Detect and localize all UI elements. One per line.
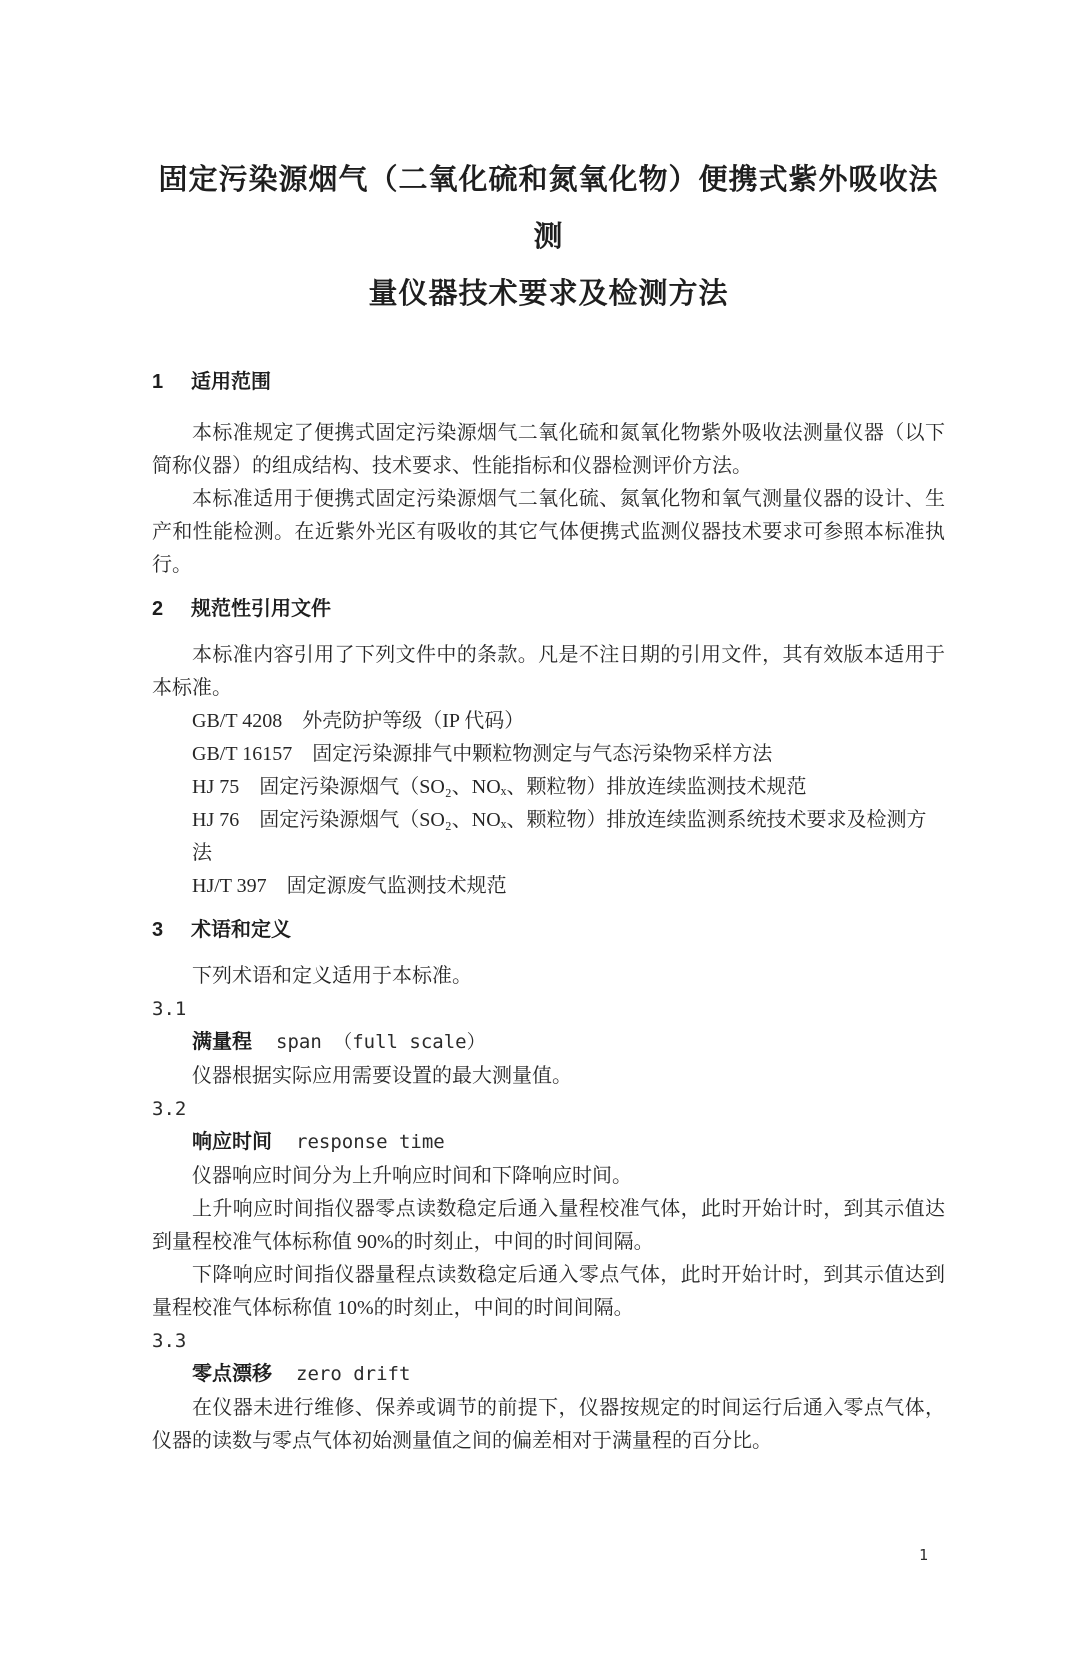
reference-title: 固定污染源排气中颗粒物测定与气态污染物采样方法 bbox=[312, 743, 773, 765]
term-number: 3.2 bbox=[152, 1098, 187, 1120]
section-heading-label: 规范性引用文件 bbox=[191, 598, 331, 620]
term-number: 3.3 bbox=[152, 1330, 187, 1352]
term-name-en: zero drift bbox=[296, 1363, 411, 1385]
term-block-response-time bbox=[152, 1093, 945, 1325]
reference-title: 固定污染源烟气（SO₂、NOₓ、颗粒物）排放连续监测技术规范 bbox=[259, 776, 807, 798]
section-number: 2 bbox=[152, 598, 164, 620]
reference-title: 固定源废气监测技术规范 bbox=[286, 875, 507, 897]
term-block-zero-drift bbox=[152, 1325, 945, 1458]
reference-title: 外壳防护等级（IP 代码） bbox=[302, 710, 525, 732]
term-name-en: response time bbox=[296, 1131, 445, 1153]
section-number: 3 bbox=[152, 919, 164, 941]
term-name-en: span （full scale） bbox=[276, 1031, 486, 1053]
paragraph: 本标准内容引用了下列文件中的条款。凡是不注日期的引用文件，其有效版本适用于本标准。 bbox=[152, 644, 945, 699]
term-block-full-scale bbox=[152, 993, 945, 1093]
document-title bbox=[152, 152, 945, 323]
reference-item bbox=[152, 870, 945, 903]
reference-title: 固定污染源烟气（SO₂、NOₓ、颗粒物）排放连续监测系统技术要求及检测方法 bbox=[192, 809, 927, 864]
term-definition: 仪器响应时间分为上升响应时间和下降响应时间。 bbox=[192, 1165, 632, 1187]
paragraph: 下列术语和定义适用于本标准。 bbox=[192, 965, 472, 987]
reference-item bbox=[152, 738, 945, 771]
term-name-cn: 满量程 bbox=[192, 1031, 252, 1053]
document-page bbox=[0, 152, 1080, 1679]
section-scope bbox=[152, 369, 945, 582]
term-name-cn: 零点漂移 bbox=[192, 1363, 272, 1385]
term-definition: 仪器根据实际应用需要设置的最大测量值。 bbox=[192, 1065, 572, 1087]
reference-code: GB/T 16157 bbox=[192, 743, 293, 765]
paragraph: 本标准适用于便携式固定污染源烟气二氧化硫、氮氧化物和氧气测量仪器的设计、生产和性能检测。在近紫外光区有吸收的其它气体便携式监测仪器技术要求可参照本标准执行。 bbox=[152, 488, 945, 576]
section-terms-and-definitions bbox=[152, 917, 945, 1458]
reference-code: HJ 75 bbox=[192, 776, 240, 798]
term-name-line bbox=[152, 1126, 945, 1160]
section-heading-label: 术语和定义 bbox=[191, 919, 291, 941]
section-heading bbox=[152, 917, 945, 943]
section-normative-references bbox=[152, 596, 945, 903]
document-title-line-2: 量仪器技术要求及检测方法 bbox=[368, 278, 729, 310]
term-number: 3.1 bbox=[152, 998, 187, 1020]
reference-item bbox=[152, 771, 945, 804]
reference-item bbox=[152, 804, 945, 870]
section-number: 1 bbox=[152, 371, 164, 393]
document-content bbox=[0, 152, 1080, 1458]
term-name-line bbox=[152, 1358, 945, 1392]
reference-code: GB/T 4208 bbox=[192, 710, 283, 732]
page-number: 1 bbox=[918, 1546, 928, 1564]
term-definition: 在仪器未进行维修、保养或调节的前提下，仪器按规定的时间运行后通入零点气体，仪器的读数与零点气体初始测量值之间的偏差相对于满量程的百分比。 bbox=[152, 1397, 945, 1452]
reference-item bbox=[152, 705, 945, 738]
document-title-line-1: 固定污染源烟气（二氧化硫和氮氧化物）便携式紫外吸收法测 bbox=[158, 164, 939, 253]
term-definition: 上升响应时间指仪器零点读数稳定后通入量程校准气体，此时开始计时，到其示值达到量程校准气体标称值 90%的时刻止，中间的时间间隔。 bbox=[152, 1198, 945, 1253]
section-heading bbox=[152, 369, 945, 395]
reference-code: HJ/T 397 bbox=[192, 875, 267, 897]
term-definition: 下降响应时间指仪器量程点读数稳定后通入零点气体，此时开始计时，到其示值达到量程校准气体标称值 10%的时刻止，中间的时间间隔。 bbox=[152, 1264, 945, 1319]
term-name-line bbox=[152, 1026, 945, 1060]
reference-list bbox=[152, 705, 945, 903]
section-heading bbox=[152, 596, 945, 622]
paragraph: 本标准规定了便携式固定污染源烟气二氧化硫和氮氧化物紫外吸收法测量仪器（以下简称仪器）的组成结构、技术要求、性能指标和仪器检测评价方法。 bbox=[152, 422, 945, 477]
term-name-cn: 响应时间 bbox=[192, 1131, 272, 1153]
reference-code: HJ 76 bbox=[192, 809, 240, 831]
section-heading-label: 适用范围 bbox=[191, 371, 271, 393]
